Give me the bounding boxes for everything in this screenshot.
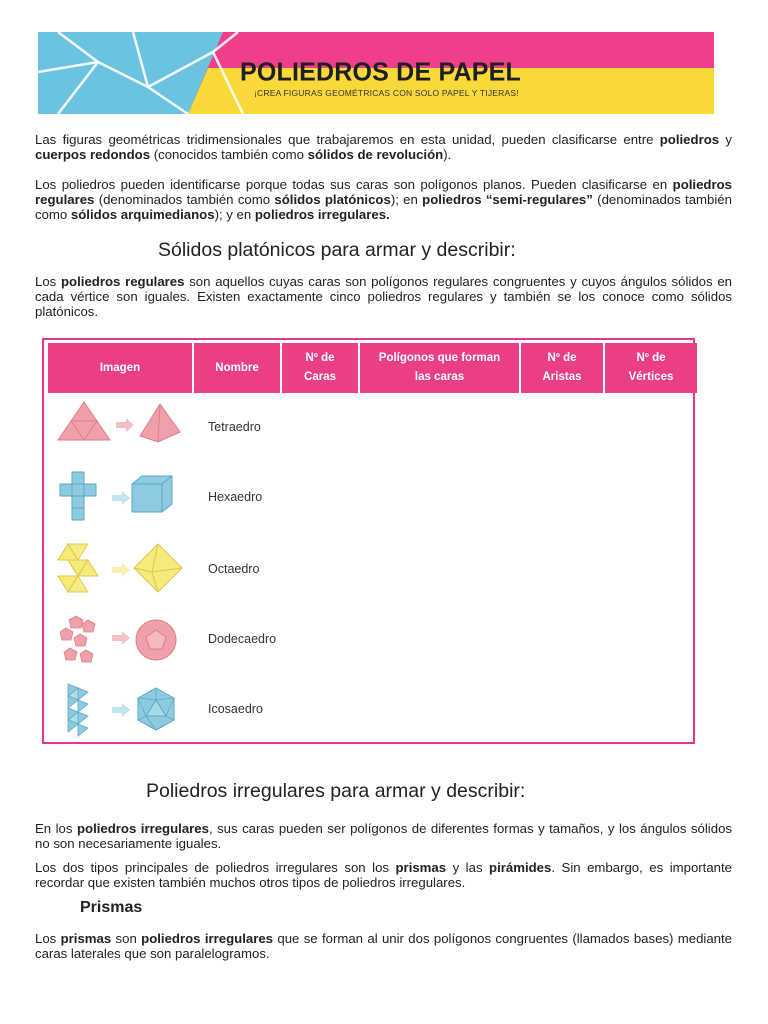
table-row-hexaedro (48, 462, 688, 532)
header-cell-nombre: Nombre (194, 343, 280, 393)
table-row-icosaedro (48, 674, 688, 744)
banner-title: POLIEDROS DE PAPEL (240, 57, 521, 87)
table-row-dodecaedro (48, 604, 688, 674)
prismas-paragraph: Los prismas son poliedros irregulares que se forman al unir dos polígonos congruentes (llamados bases) mediante caras laterales que son paralelogramos. (35, 931, 733, 961)
irregular-paragraph-1: En los poliedros irregulares, sus caras pueden ser polígonos de diferentes formas y tamaños, y los ángulos sólidos no son necesariamente iguales. (35, 821, 732, 851)
intro-paragraph-1: Las figuras geométricas tridimensionales que trabajaremos en esta unidad, pueden clasificarse entre poliedros y cuerpos redondos (conocidos también como sólidos de revolución). (35, 132, 732, 162)
header-cell-imagen: Imagen (48, 343, 192, 393)
platonic-paragraph: Los poliedros regulares son aquellos cuyas caras son polígonos regulares congruentes y cuyos ángulos sólidos en cada vértice son iguales. Existen exactamente cinco poliedros regulares y también se los conoce como sólidos platónicos. (35, 274, 732, 319)
header-cell-vertices: Nº de Vértices (605, 343, 697, 393)
row-name-dodecaedro: Dodecaedro (208, 632, 277, 646)
header-cell-aristas: Nº de Aristas (521, 343, 603, 393)
row-name-tetraedro: Tetraedro (208, 420, 261, 434)
header-cell-poligonos: Polígonos que forman las caras (360, 343, 519, 393)
table-header-row (48, 343, 699, 393)
icosahedron-icon (48, 674, 198, 744)
header-cell-caras: Nº de Caras (282, 343, 358, 393)
tetrahedron-icon (48, 392, 198, 462)
platonic-solids-table (42, 338, 695, 744)
cube-icon (48, 462, 198, 532)
section-heading-irregular: Poliedros irregulares para armar y describir: (146, 780, 526, 802)
row-name-icosaedro: Icosaedro (208, 702, 263, 716)
row-name-octaedro: Octaedro (208, 562, 260, 576)
table-row-tetraedro (48, 392, 688, 462)
subheading-prismas: Prismas (80, 899, 143, 916)
section-heading-platonic: Sólidos platónicos para armar y describir: (158, 239, 516, 261)
intro-paragraph-2: Los poliedros pueden identificarse porque todas sus caras son polígonos planos. Pueden clasificarse en poliedros regulares (denominados también como sólidos platónicos); en poliedros “semi-regulares” (denominados también como sólidos arquimedianos); y en poliedros irregulares. (35, 177, 732, 222)
dodecahedron-icon (48, 604, 198, 674)
table-row-octaedro (48, 534, 688, 604)
irregular-paragraph-2: Los dos tipos principales de poliedros irregulares son los prismas y las pirámides. Sin embargo, es importante recordar que existen también muchos otros tipos de poliedros irregulares. (35, 860, 733, 890)
header-banner (38, 32, 714, 114)
banner-subtitle: ¡CREA FIGURAS GEOMÉTRICAS CON SOLO PAPEL Y TIJERAS! (254, 88, 519, 98)
octahedron-icon (48, 534, 198, 604)
row-name-hexaedro: Hexaedro (208, 490, 263, 504)
